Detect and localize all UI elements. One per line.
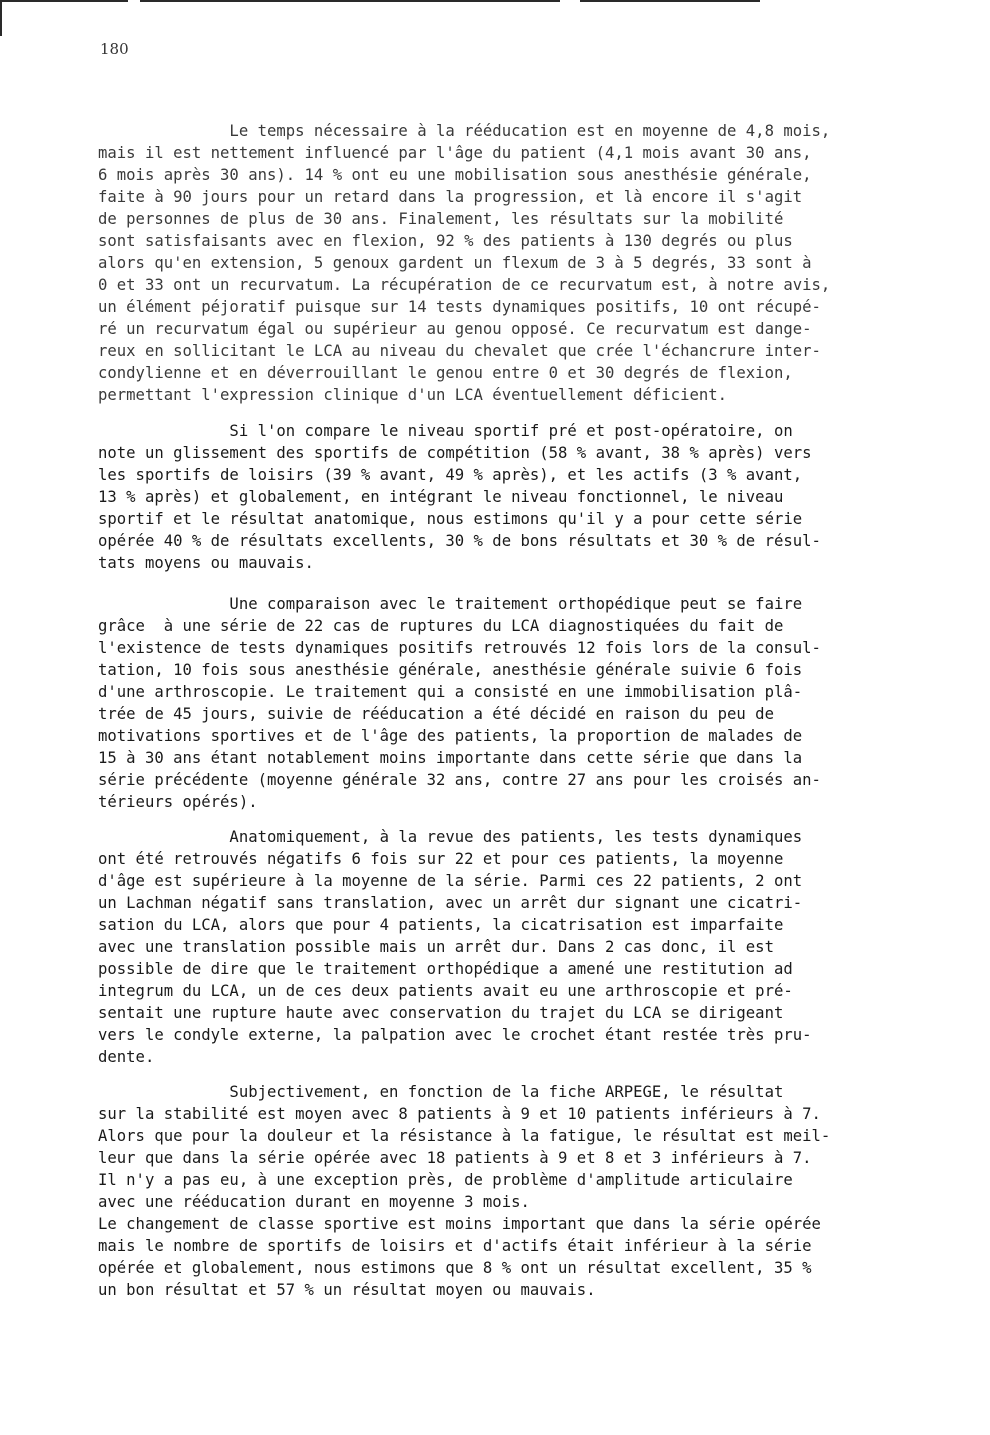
text-line: série précédente (moyenne générale 32 ans, contre 27 ans pour les croisés an- [98,771,821,789]
text-line: mais il est nettement influencé par l'âge du patient (4,1 mois avant 30 ans, [98,144,812,162]
text-line: 13 % après) et globalement, en intégrant le niveau fonctionnel, le niveau [98,488,784,506]
text-line: reux en sollicitant le LCA au niveau du chevalet que crée l'échancrure inter- [98,342,821,360]
text-line: trée de 45 jours, suivie de rééducation a été décidé en raison du peu de [98,705,774,723]
text-line: les sportifs de loisirs (39 % avant, 49 % après), et les actifs (3 % avant, [98,466,803,484]
text-line: un Lachman négatif sans translation, avec un arrêt dur signant une cicatri- [98,894,803,912]
text-line: sportif et le résultat anatomique, nous estimons qu'il y a pour cette série [98,510,803,528]
text-line: ont été retrouvés négatifs 6 fois sur 22 et pour ces patients, la moyenne [98,850,784,868]
text-line: sont satisfaisants avec en flexion, 92 % des patients à 130 degrés ou plus [98,232,793,250]
paragraph-orthopedic-comparison [98,593,954,813]
paragraph-anatomical-review [98,826,954,1068]
text-line: permettant l'expression clinique d'un LCA éventuellement déficient. [98,386,728,404]
text-line: opérée 40 % de résultats excellents, 30 % de bons résultats et 30 % de résul- [98,532,821,550]
text-line: un bon résultat et 57 % un résultat moyen ou mauvais. [98,1281,596,1299]
text-line: sation du LCA, alors que pour 4 patients, la cicatrisation est imparfaite [98,916,784,934]
scan-edge-mark [0,0,2,36]
text-line: térieurs opérés). [98,793,258,811]
text-line: sur la stabilité est moyen avec 8 patients à 9 et 10 patients inférieurs à 7. [98,1105,821,1123]
text-line: faite à 90 jours pour un retard dans la progression, et là encore il s'agit [98,188,803,206]
scan-border-line [580,0,760,2]
text-line: opérée et globalement, nous estimons que 8 % ont un résultat excellent, 35 % [98,1259,812,1277]
text-line: Le temps nécessaire à la rééducation est en moyenne de 4,8 mois, [98,122,831,140]
paragraph-rehabilitation [98,120,954,406]
text-line: integrum du LCA, un de ces deux patients avait eu une arthroscopie et pré- [98,982,793,1000]
text-line: Il n'y a pas eu, à une exception près, de problème d'amplitude articulaire [98,1171,793,1189]
text-line: avec une rééducation durant en moyenne 3 mois. [98,1193,530,1211]
text-line: l'existence de tests dynamiques positifs retrouvés 12 fois lors de la consul- [98,639,821,657]
scan-border-line [0,0,128,2]
text-line: ré un recurvatum égal ou supérieur au genou opposé. Ce recurvatum est dange- [98,320,812,338]
text-line: mais le nombre de sportifs de loisirs et d'actifs était inférieur à la série [98,1237,812,1255]
text-line: 6 mois après 30 ans). 14 % ont eu une mobilisation sous anesthésie générale, [98,166,812,184]
text-line: grâce à une série de 22 cas de ruptures du LCA diagnostiquées du fait de [98,617,784,635]
paragraph-sport-level [98,420,954,574]
text-line: dente. [98,1048,155,1066]
paragraph-subjective-results [98,1081,954,1301]
text-line: Subjectivement, en fonction de la fiche ARPEGE, le résultat [98,1083,784,1101]
text-line: Alors que pour la douleur et la résistance à la fatigue, le résultat est meil- [98,1127,831,1145]
text-line: tation, 10 fois sous anesthésie générale, anesthésie générale suivie 6 fois [98,661,803,679]
text-line: 15 à 30 ans étant notablement moins importante dans cette série que dans la [98,749,803,767]
text-line: 0 et 33 ont un recurvatum. La récupération de ce recurvatum est, à notre avis, [98,276,831,294]
text-line: Une comparaison avec le traitement orthopédique peut se faire [98,595,803,613]
text-line: leur que dans la série opérée avec 18 patients à 9 et 8 et 3 inférieurs à 7. [98,1149,812,1167]
text-line: tats moyens ou mauvais. [98,554,314,572]
page-number: 180 [100,40,129,58]
text-line: motivations sportives et de l'âge des patients, la proportion de malades de [98,727,803,745]
text-line: de personnes de plus de 30 ans. Finalement, les résultats sur la mobilité [98,210,784,228]
text-line: alors qu'en extension, 5 genoux gardent un flexum de 3 à 5 degrés, 33 sont à [98,254,812,272]
text-line: d'âge est supérieure à la moyenne de la série. Parmi ces 22 patients, 2 ont [98,872,803,890]
text-line: sentait une rupture haute avec conservation du trajet du LCA se dirigeant [98,1004,784,1022]
text-line: Si l'on compare le niveau sportif pré et post-opératoire, on [98,422,793,440]
text-line: d'une arthroscopie. Le traitement qui a consisté en une immobilisation plâ- [98,683,803,701]
text-line: vers le condyle externe, la palpation avec le crochet étant restée très pru- [98,1026,812,1044]
text-line: Le changement de classe sportive est moins important que dans la série opérée [98,1215,821,1233]
text-line: possible de dire que le traitement orthopédique a amené une restitution ad [98,960,793,978]
scan-border-line [140,0,560,2]
text-line: avec une translation possible mais un arrêt dur. Dans 2 cas donc, il est [98,938,774,956]
text-line: note un glissement des sportifs de compétition (58 % avant, 38 % après) vers [98,444,812,462]
text-line: un élément péjoratif puisque sur 14 tests dynamiques positifs, 10 ont récupé- [98,298,821,316]
text-line: Anatomiquement, à la revue des patients, les tests dynamiques [98,828,803,846]
text-line: condylienne et en déverrouillant le genou entre 0 et 30 degrés de flexion, [98,364,793,382]
